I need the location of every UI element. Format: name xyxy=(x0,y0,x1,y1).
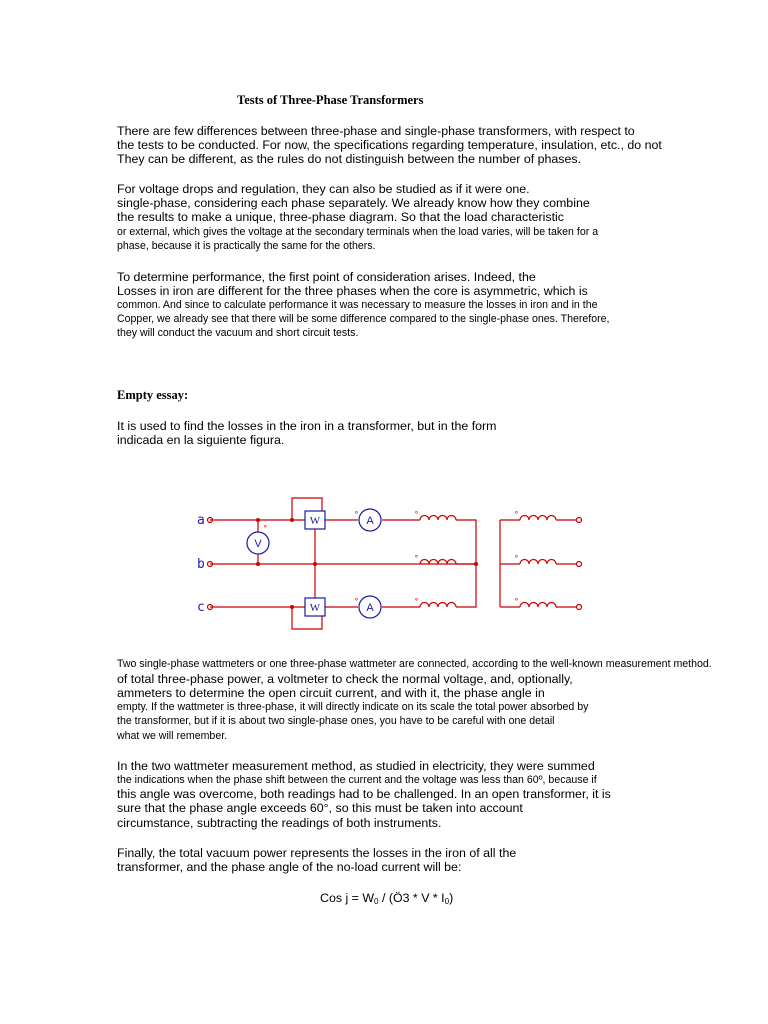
text-line: of total three-phase power, a voltmeter to check the normal voltage, and, optionally, xyxy=(117,672,573,686)
text-line: circumstance, subtracting the readings of both instruments. xyxy=(117,816,442,830)
phase-label-b: b xyxy=(197,557,205,572)
text-line: the results to make a unique, three-phase diagram. So that the load characteristic xyxy=(117,210,565,224)
text-line: It is used to find the losses in the iron in a transformer, but in the form xyxy=(117,419,497,433)
svg-text:°: ° xyxy=(263,524,268,533)
text-line: empty. If the wattmeter is three-phase, it will directly indicate on its scale the total power absorbed by xyxy=(117,701,589,713)
text-line: ammeters to determine the open circuit current, and with it, the phase angle in xyxy=(117,686,545,700)
text-line: phase, because it is practically the same for the others. xyxy=(117,240,376,252)
formula-end: ) xyxy=(449,891,454,905)
svg-text:°: ° xyxy=(354,597,359,606)
formula xyxy=(320,891,453,906)
phase-label-c: c xyxy=(197,600,205,615)
circuit-diagram xyxy=(0,470,768,650)
text-line: transformer, and the phase angle of the no-load current will be: xyxy=(117,860,462,874)
text-line: single-phase, considering each phase separately. We already know how they combine xyxy=(117,196,590,210)
text-line: this angle was overcome, both readings had to be challenged. In an open transformer, it is xyxy=(117,787,611,801)
text-line: sure that the phase angle exceeds 60°, so this must be taken into account xyxy=(117,801,523,815)
svg-text:°: ° xyxy=(514,597,519,606)
section-heading: Empty essay: xyxy=(117,388,189,402)
ammeter-top xyxy=(359,509,381,531)
document-title: Tests of Three-Phase Transformers xyxy=(237,93,424,107)
formula-mid: / (Ö3 * V * I xyxy=(378,891,445,905)
text-line: what we will remember. xyxy=(117,730,228,742)
formula-subscript: 0 xyxy=(444,897,450,906)
text-line: For voltage drops and regulation, they can also be studied as if it were one. xyxy=(117,182,530,196)
text-line: indicada en la siguiente figura. xyxy=(117,433,285,447)
text-line: the transformer, but if it is about two single-phase ones, you have to be careful with one detail xyxy=(117,715,555,727)
svg-text:°: ° xyxy=(514,554,519,563)
phase-labels xyxy=(197,513,205,615)
voltmeter xyxy=(247,532,269,554)
formula-subscript: 0 xyxy=(374,897,379,906)
svg-text:°: ° xyxy=(414,510,419,519)
wattmeter-bottom xyxy=(305,598,325,616)
formula-lhs: Cos j = W xyxy=(320,891,375,905)
polarity-marks xyxy=(263,510,519,606)
text-line: the indications when the phase shift between the current and the voltage was less than 60º, because if xyxy=(117,774,597,786)
svg-text:°: ° xyxy=(354,510,359,519)
text-line: They can be different, as the rules do not distinguish between the number of phases. xyxy=(117,152,582,166)
text-line: the tests to be conducted. For now, the specifications regarding temperature, insulation, etc., do not xyxy=(117,138,662,152)
text-line: To determine performance, the first point of consideration arises. Indeed, the xyxy=(117,270,536,284)
voltmeter-label: V xyxy=(254,538,262,550)
wattmeter-label: W xyxy=(309,515,321,527)
ammeter-bottom xyxy=(359,596,381,618)
text-line: In the two wattmeter measurement method, as studied in electricity, they were summed xyxy=(117,759,595,773)
ammeter-label: A xyxy=(366,515,374,527)
svg-text:°: ° xyxy=(414,597,419,606)
text-line: they will conduct the vacuum and short circuit tests. xyxy=(117,327,359,339)
text-line: There are few differences between three-phase and single-phase transformers, with respect to xyxy=(117,124,635,138)
transformer-windings xyxy=(420,516,556,608)
text-line: common. And since to calculate performance it was necessary to measure the losses in iron and in the xyxy=(117,299,598,311)
ammeter-label: A xyxy=(366,602,374,614)
text-line: Losses in iron are different for the three phases when the core is asymmetric, which is xyxy=(117,284,588,298)
svg-text:°: ° xyxy=(514,510,519,519)
text-line: Two single-phase wattmeters or one three-phase wattmeter are connected, according to the well-known measurement method. xyxy=(117,658,712,670)
phase-label-a: a xyxy=(197,513,205,528)
svg-text:°: ° xyxy=(414,554,419,563)
text-line: or external, which gives the voltage at the secondary terminals when the load varies, will be taken for a xyxy=(117,226,599,238)
wattmeter-label: W xyxy=(309,602,321,614)
text-line: Copper, we already see that there will be some difference compared to the single-phase ones. Therefore, xyxy=(117,313,610,325)
text-line: Finally, the total vacuum power represents the losses in the iron of all the xyxy=(117,846,517,860)
wattmeter-top xyxy=(305,511,325,529)
